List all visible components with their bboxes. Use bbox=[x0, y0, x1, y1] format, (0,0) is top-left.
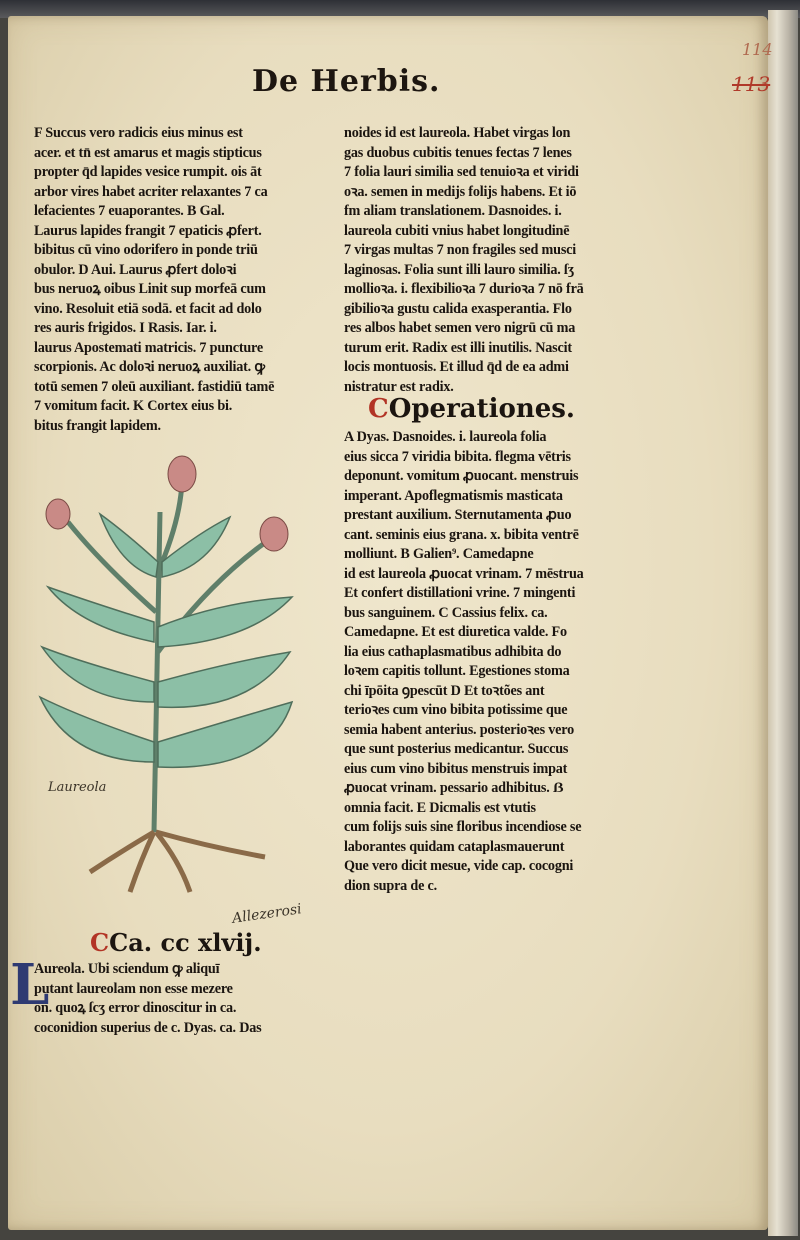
operations-heading-text: Operationes. bbox=[388, 394, 575, 424]
text-line: gibilioꝛa gustu calida exasperantia. Flo bbox=[344, 300, 572, 317]
operations-heading bbox=[368, 394, 575, 424]
text-line: omnia facit. E Dicmalis est vtutis bbox=[344, 799, 536, 816]
text-line: 7 virgas multas 7 non fragiles sed musci bbox=[344, 242, 577, 258]
decorated-initial: L bbox=[10, 952, 50, 1018]
text-line: coconidion superius de c. Dyas. ca. Das bbox=[34, 1019, 262, 1036]
text-line: terioꝛes cum vino bibita potissime que bbox=[344, 702, 568, 718]
text-line: Laurus lapides frangit 7 epaticis ꝓfert. bbox=[34, 222, 262, 239]
text-line: cum folijs suis sine floribus incendiose se bbox=[344, 819, 582, 835]
text-line: locis montuosis. Et illud q̄d de ea admi bbox=[344, 359, 569, 375]
chapter-heading-text: Ca. cc xlvij. bbox=[109, 928, 262, 957]
margin-annotation: Allezerosi bbox=[231, 901, 303, 927]
text-line: res albos habet semen vero nigrū cū ma bbox=[344, 320, 576, 336]
text-line: imperant. Apoflegmatismis masticata bbox=[344, 487, 563, 504]
plant-roots bbox=[90, 832, 265, 892]
chapter-heading bbox=[90, 928, 262, 957]
text-line: laurus Apostemati matricis. 7 puncture bbox=[34, 339, 263, 356]
text-line: bitus frangit lapidem. bbox=[34, 417, 161, 434]
text-line: dion supra de c. bbox=[344, 877, 437, 894]
text-line: res auris frigidos. I Rasis. Iar. i. bbox=[34, 320, 217, 336]
text-line: obulor. D Aui. Laurus ꝓfert doloꝛi bbox=[34, 261, 237, 278]
text-line: acer. et tn̄ est amarus et magis stipticus bbox=[34, 144, 262, 161]
left-column-text bbox=[34, 124, 330, 436]
text-line: semia habent anterius. posterioꝛes vero bbox=[344, 721, 574, 738]
text-line: chi īpōita ꝯpescūt D Et toꝛtões ant bbox=[344, 682, 545, 699]
text-line: lia eius cathaplasmatibus adhibita do bbox=[344, 643, 562, 660]
text-line: deponunt. vomitum ꝓuocant. menstruis bbox=[344, 468, 579, 484]
text-line: scorpionis. Ac doloꝛi neruoꝝ auxiliat. ꝙ bbox=[34, 359, 265, 375]
rubric-mark-chapter: C bbox=[90, 928, 110, 957]
text-line: laureola cubiti vnius habet longitudinē bbox=[344, 222, 570, 239]
page-number-old: 113 bbox=[732, 72, 771, 96]
text-line: F Succus vero radicis eius minus est bbox=[34, 125, 243, 141]
text-line: on. quoꝝ ſcʒ error dinoscitur in ca. bbox=[34, 1000, 237, 1016]
text-line: mollioꝛa. i. flexibilioꝛa 7 durioꝛa 7 nō frā bbox=[344, 281, 584, 297]
text-line: noides id est laureola. Habet virgas lon bbox=[344, 125, 571, 141]
text-line: cant. seminis eius grana. x. bibita ventrē bbox=[344, 526, 579, 543]
text-line: fm aliam translationem. Dasnoides. i. bbox=[344, 203, 562, 219]
rubric-mark: C bbox=[368, 394, 389, 424]
text-line: lefacientes 7 euaporantes. B Gal. bbox=[34, 203, 225, 219]
text-line: laborantes quidam cataplasmauerunt bbox=[344, 838, 565, 855]
text-line: eius sicca 7 viridia bibita. flegma vētris bbox=[344, 448, 571, 465]
plant-label-annotation: Laureola bbox=[48, 780, 107, 795]
text-line: oꝛa. semen in medijs folijs habens. Et iō bbox=[344, 183, 577, 200]
chapter-text bbox=[34, 960, 330, 1038]
text-line: vino. Resoluit etiā sodā. et facit ad dolo bbox=[34, 300, 262, 317]
page-number-new: 114 bbox=[742, 40, 773, 59]
text-line: prestant auxilium. Sternutamenta ꝓuo bbox=[344, 507, 572, 523]
text-line: 7 folia lauri similia sed tenuioꝛa et viridi bbox=[344, 164, 579, 180]
text-line: A Dyas. Dasnoides. i. laureola folia bbox=[344, 429, 547, 445]
text-line: molliunt. B Galien⁹. Camedapne bbox=[344, 546, 534, 562]
operations-text bbox=[344, 428, 624, 896]
text-line: bus sanguinem. C Cassius felix. ca. bbox=[344, 604, 548, 621]
text-line: turum erit. Radix est illi inutilis. Nascit bbox=[344, 339, 572, 356]
text-line: nistratur est radix. bbox=[344, 378, 454, 395]
text-line: totū semen 7 oleū auxiliant. fastidiū tamē bbox=[34, 378, 275, 395]
text-line: Et confert distillationi vrine. 7 mingenti bbox=[344, 585, 576, 601]
text-line: que sunt posterius medicantur. Succus bbox=[344, 741, 569, 757]
text-line: propter q̄d lapides vesice rumpit. ois āt bbox=[34, 164, 262, 180]
page-fore-edge bbox=[768, 10, 798, 1236]
text-line: loꝛem capitis tollunt. Egestiones stoma bbox=[344, 663, 570, 679]
text-line: bus neruoꝝ oibus Linit sup morfeā cum bbox=[34, 281, 266, 297]
laureola-plant-illustration bbox=[30, 452, 320, 902]
text-line: bibitus cū vino odorifero in ponde triū bbox=[34, 242, 258, 258]
right-column-text bbox=[344, 124, 624, 397]
text-line: arbor vires habet acriter relaxantes 7 ca bbox=[34, 183, 268, 200]
text-line: eius cum vino bibitus menstruis impat bbox=[344, 760, 568, 777]
text-line: Camedapne. Et est diuretica valde. Fo bbox=[344, 624, 567, 640]
running-head: De Herbis. bbox=[252, 64, 441, 99]
text-line: laginosas. Folia sunt illi lauro similia. ſʒ bbox=[344, 261, 575, 278]
text-line: putant laureolam non esse mezere bbox=[34, 980, 233, 997]
text-line: 7 vomitum facit. K Cortex eius bi. bbox=[34, 398, 233, 414]
text-line: Aureola. Ubi sciendum ꝙ aliquī bbox=[34, 961, 220, 977]
text-line: Que vero dicit mesue, vide cap. cocogni bbox=[344, 858, 574, 874]
text-line: gas duobus cubitis tenues fectas 7 lenes bbox=[344, 144, 572, 161]
text-line: id est laureola ꝓuocat vrinam. 7 mēstrua bbox=[344, 565, 584, 582]
text-line: ꝓuocat vrinam. pessario adhibitus. ẞ bbox=[344, 780, 564, 796]
